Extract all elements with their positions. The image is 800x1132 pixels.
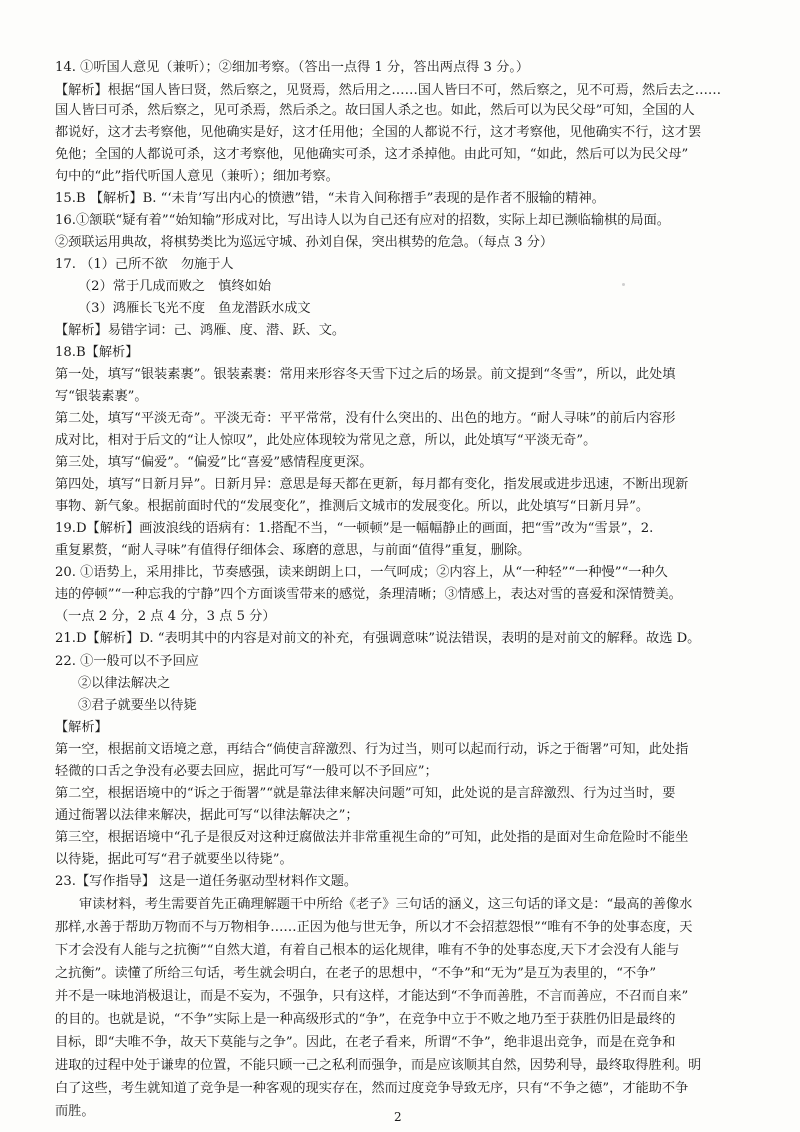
answer-20-scoring: （一点 2 分，2 点 4 分，3 点 5 分） — [55, 609, 276, 624]
answer-14: 14. ①听国人意见（兼听）；②细加考察。（答出一点得 1 分，答出两点得 3 分。） — [55, 60, 530, 75]
answer-20-line-2: 违的停顿”“一种忘我的宁静”四个方面谈雪带来的感觉，条理清晰；③情感上，表达对雪的喜爱和深情赞美。 — [55, 587, 682, 602]
writing-guide-line-4: 之抗衡”。读懂了所给三句话，考生就会明白，在老子的思想中，“不争”和“无为”是互为表里的，“不争” — [55, 966, 657, 981]
answer-20-line-1: 20. ①语势上，采用排比，节奏感强，读来朗朗上口，一气呵成；②内容上，从“一种轻”“一种慢”“一种久 — [55, 565, 668, 580]
analysis-18-fourth-1: 第四处，填写“日新月异”。日新月异：意思是每天都在更新，每月都有变化，指发展或进步迅速，不断出现新 — [55, 477, 689, 492]
analysis-14-line-3: 都说好，这才去考察他，见他确实是好，这才任用他；全国的人都说不行，这才考察他，见他确实不行，这才罢 — [55, 125, 702, 140]
answer-17-item-1: 17. （1）己所不欲 勿施于人 — [55, 257, 234, 272]
analysis-22-third-1: 第三空，根据语境中“孔子是很反对这种迂腐做法并非常重视生命的”可知，此处指的是面对生命危险时不能坐 — [55, 830, 689, 845]
analysis-18-fourth-2: 事物、新气象。根据前面时代的“发展变化”，推测后文城市的发展变化。所以，此处填写“日新月异”。 — [55, 499, 650, 514]
writing-guide-line-3: 下才会没有人能与之抗衡”“自然大道，有着自己根本的运化规律，唯有不争的处事态度,天下才会没有人能与 — [55, 943, 680, 958]
answer-15: 15.B 【解析】B. “‘未肯’写出内心的愤懑”错，“未肯入间称搢手”表现的是作者不服输的精神。 — [55, 191, 605, 206]
writing-guide-line-6: 的目的。也就是说，“不争”实际上是一种高级形式的“争”，在竞争中立于不败之地乃至于获胜仍旧是最终的 — [55, 1012, 676, 1027]
analysis-18-second-2: 成对比，相对于后文的“让人惊叹”，此处应体现较为常见之意，所以，此处填写“平淡无奇”。 — [55, 433, 597, 448]
answer-18: 18.B【解析】 — [55, 345, 139, 360]
analysis-22-second-1: 第二空，根据语境中的“诉之于衙署”“就是靠法律来解决问题”可知，此处说的是言辞激烈、行为过当时，要 — [55, 786, 676, 801]
writing-guide-line-8: 进取的过程中处于谦卑的位置，不能只顾一己之私利而强争，而是应该顺其自然，因势利导，最终取得胜利。明 — [55, 1058, 702, 1073]
analysis-22-third-2: 以待毙，据此可写“君子就要坐以待毙”。 — [55, 852, 293, 867]
analysis-18-first-1: 第一处，填写“银装素裹”。银装素裹：常用来形容冬天雪下过之后的场景。前文提到“冬雪”，所以，此处填 — [55, 367, 676, 382]
answer-22-item-1: 22. ①一般可以不予回应 — [55, 654, 199, 669]
analysis-14-line-2: 国人皆曰可杀，然后察之，见可杀焉，然后杀之。故曰国人杀之也。如此，然后可以为民父母”可知，全国的人 — [55, 103, 695, 118]
analysis-22-heading: 【解析】 — [55, 720, 108, 735]
writing-guide-line-5: 并不是一味地消极退让，而是不妄为，不强争，只有这样，才能达到“不争而善胜，不言而善应，不召而自来” — [55, 989, 689, 1004]
analysis-22-second-2: 通过衙署以法律来解决，据此可写“以律法解决之”； — [55, 808, 359, 823]
writing-guide-line-7: 目标，即“夫唯不争，故天下莫能与之争”。因此，在老子看来，所谓“不争”，绝非退出竞争，而是在竞争和 — [55, 1035, 676, 1050]
writing-guide-line-1: 审读材料，考生需要首先正确理解题干中所给《老子》三句话的涵义，这三句话的译文是：“最高的善像水 — [79, 897, 693, 912]
analysis-14-line-5: 句中的“此”指代听国人意见（兼听）；细加考察。 — [55, 169, 339, 184]
answer-16-point-2: ②颈联运用典故，将棋势类比为巡远守城、孙刘自保，突出棋势的危急。（每点 3 分） — [55, 235, 554, 250]
writing-guide-line-2: 那样,水善于帮助万物而不与万物相争……正因为他与世无争，所以才不会招惹怨恨”“唯有不争的处事态度，天 — [55, 920, 693, 935]
answer-22-item-2: ②以律法解决之 — [78, 676, 171, 691]
analysis-18-second-1: 第二处，填写“平淡无奇”。平淡无奇：平平常常，没有什么突出的、出色的地方。“耐人寻味”的前后内容形 — [55, 411, 676, 426]
analysis-17: 【解析】易错字词：己、鸿雁、度、潜、跃、文。 — [55, 323, 346, 338]
page-number: 2 — [394, 1110, 402, 1124]
answer-16-point-1: 16.①颔联“疑有着”“始知输”形成对比，写出诗人以为自己还有应对的招数，实际上却已濒临输棋的局面。 — [55, 213, 670, 228]
scan-speck — [622, 283, 625, 286]
answer-19-line-2: 重复累赘，“耐人寻味”有值得仔细体会、琢磨的意思，与前面“值得”重复，删除。 — [55, 543, 531, 558]
answer-19-line-1: 19.D【解析】画波浪线的语病有：1.搭配不当，“一顿顿”是一幅幅静止的画面，把“雪”改为“雪景”，2. — [55, 521, 654, 536]
analysis-22-first-2: 轻微的口舌之争没有必要去回应，据此可写“一般可以不予回应”； — [55, 764, 438, 779]
answer-17-item-2: （2）常于几成而败之 慎终如始 — [78, 279, 272, 294]
answer-22-item-3: ③君子就要坐以待毙 — [78, 698, 197, 713]
analysis-14-line-4: 免他；全国的人都说可杀，这才考察他，见他确实可杀，这才杀掉他。由此可知，“如此，然后可以为民父母” — [55, 147, 689, 162]
writing-guide-line-9: 白了这些，考生就知道了竞争是一种客观的现实存在，然而过度竞争导致无序，只有“不争之德”，才能助不争 — [55, 1081, 689, 1096]
analysis-22-first-1: 第一空，根据前文语境之意，再结合“倘使言辞激烈、行为过当，则可以起而行动，诉之于衙署”可知，此处指 — [55, 742, 689, 757]
answer-23-heading: 23.【写作指导】 这是一道任务驱动型材料作文题。 — [55, 874, 358, 889]
writing-guide-line-10: 而胜。 — [55, 1104, 95, 1119]
analysis-18-first-2: 写“银装素裹”。 — [55, 389, 148, 404]
answer-21: 21.D【解析】D. “表明其中的内容是对前文的补充，有强调意味”说法错误，表明的是对前文的解释。故选 D。 — [55, 631, 701, 646]
analysis-14-line-1: 【解析】根据“国人皆曰贤，然后察之，见贤焉，然后用之……国人皆曰不可，然后察之，见不可焉，然后去之…… — [55, 83, 722, 98]
answer-17-item-3: （3）鸿雁长飞光不度 鱼龙潜跃水成文 — [78, 301, 311, 316]
analysis-18-third: 第三处，填写“偏爱”。“偏爱”比“喜爱”感情程度更深。 — [55, 455, 373, 470]
